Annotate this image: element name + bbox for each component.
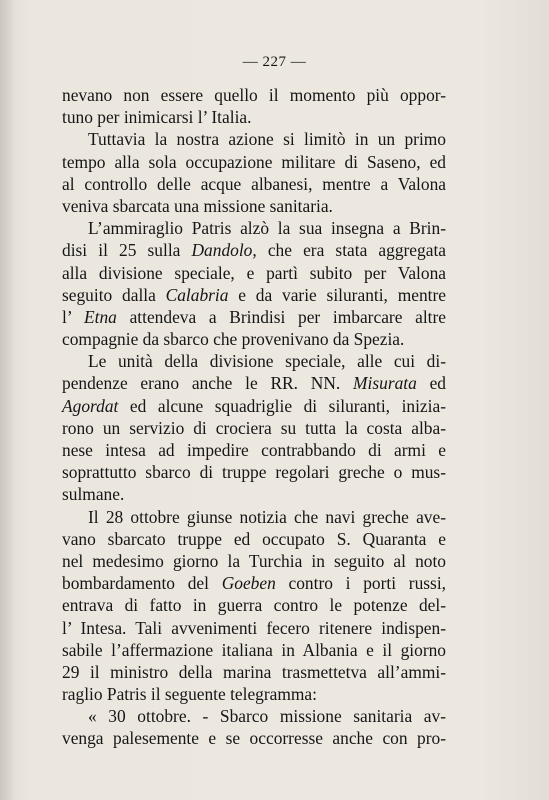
text-segment: seguito dalla: [62, 284, 166, 305]
text-segment: che era stata aggregata: [256, 240, 446, 261]
text-line: [62, 683, 446, 705]
text-segment: veniva sbarcata una missione sanitaria.: [62, 195, 333, 216]
text-line: [62, 306, 446, 328]
text-line: [62, 262, 446, 284]
text-line: [62, 661, 446, 683]
text-segment: contro i porti russi,: [275, 573, 446, 594]
italic-text: Agordat: [62, 395, 119, 416]
text-segment: e da varie siluranti, mentre: [228, 284, 446, 305]
text-segment: alla divisione speciale, e partì subito per Valona: [62, 262, 446, 283]
text-segment: nese intesa ad impedire contrabbando di armi e: [62, 440, 446, 460]
text-segment: pendenze erano anche le RR. NN.: [62, 373, 354, 394]
text-line: [62, 195, 446, 217]
text-segment: vano sbarcato truppe ed occupato S. Quaranta e: [62, 528, 446, 549]
text-segment: raglio Patris il seguente telegramma:: [62, 684, 317, 705]
binding-gutter: [0, 0, 14, 800]
text-segment: tuno per inimicarsi l’ Italia.: [62, 107, 252, 128]
text-line: [62, 439, 446, 461]
text-line: [62, 239, 446, 261]
text-line: [62, 350, 446, 372]
text-segment: bombardamento del: [62, 573, 222, 594]
text-line: [62, 217, 446, 239]
text-segment: ed alcune squadriglie di siluranti, inizia-: [118, 395, 446, 416]
text-segment: Le unità della divisione speciale, alle cui di-: [88, 351, 446, 372]
text-line: [62, 483, 446, 505]
text-line: [62, 128, 446, 150]
page-number: — 227 —: [242, 54, 307, 70]
text-segment: al controllo delle acque albanesi, mentre a Valona: [62, 173, 446, 194]
italic-text: Dandolo,: [191, 240, 257, 261]
text-segment: L’ammiraglio Patris alzò la sua insegna a Brin-: [88, 218, 446, 239]
text-segment: nel medesimo giorno la Turchia in seguito al noto: [62, 550, 446, 571]
text-segment: compagnie da sbarco che provenivano da Spezia.: [62, 329, 405, 350]
text-line: [62, 461, 446, 483]
text-segment: disi il 25 sulla: [62, 240, 192, 261]
text-segment: soprattutto sbarco di truppe regolari greche o mus-: [62, 462, 446, 483]
body-text: [62, 84, 446, 750]
text-line: [62, 395, 446, 417]
text-line: [62, 151, 446, 173]
text-line: [62, 284, 446, 306]
text-segment: entrava di fatto in guerra contro le potenze del-: [62, 595, 446, 616]
italic-text: Etna: [84, 306, 117, 327]
text-line: [62, 528, 446, 550]
italic-text: Misurata: [353, 373, 417, 394]
text-line: [62, 84, 446, 106]
text-segment: 29 il ministro della marina trasmettetva all’ammi-: [62, 661, 446, 682]
text-segment: l’ Intesa. Tali avvenimenti fecero ritenere indispen-: [62, 617, 446, 638]
text-line: [62, 550, 446, 572]
text-segment: sabile l’affermazione italiana in Albania e il giorno: [62, 639, 446, 660]
text-line: [62, 417, 446, 439]
text-segment: « 30 ottobre. - Sbarco missione sanitaria av-: [88, 706, 446, 727]
text-line: [62, 617, 446, 639]
text-segment: l’: [62, 306, 85, 327]
text-line: [62, 328, 446, 350]
text-segment: Il 28 ottobre giunse notizia che navi greche ave-: [88, 506, 446, 527]
text-line: [62, 106, 446, 128]
text-line: [62, 727, 446, 749]
text-segment: venga palesemente e se occorresse anche con pro-: [62, 728, 446, 749]
text-segment: nevano non essere quello il momento più oppor-: [62, 85, 446, 105]
text-line: [62, 705, 446, 727]
text-line: [62, 506, 446, 528]
italic-text: Calabria: [165, 284, 229, 305]
text-line: [62, 372, 446, 394]
text-segment: tempo alla sola occupazione militare di Saseno, ed: [62, 151, 446, 172]
text-line: [62, 572, 446, 594]
text-line: [62, 173, 446, 195]
text-segment: sulmane.: [62, 484, 125, 505]
text-segment: attendeva a Brindisi per imbarcare altre: [116, 306, 446, 327]
text-segment: ed: [416, 373, 446, 394]
text-segment: rono un servizio di crociera su tutta la costa alba-: [62, 417, 446, 438]
text-segment: Tuttavia la nostra azione si limitò in un primo: [88, 129, 446, 150]
text-line: [62, 594, 446, 616]
italic-text: Goeben: [221, 573, 276, 594]
text-line: [62, 639, 446, 661]
